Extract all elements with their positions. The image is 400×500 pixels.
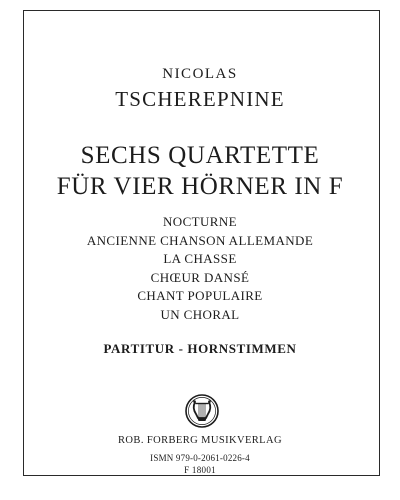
composer-first-name: NICOLAS (162, 66, 238, 82)
title-line-2: FÜR VIER HÖRNER IN F (56, 173, 344, 200)
catalog-number: F 18001 (184, 465, 216, 475)
movement-item: CHŒUR DANSÉ (150, 269, 250, 285)
composer-last-name: TSCHEREPNINE (115, 87, 285, 111)
ismn-number: ISMN 979-0-2061-0226-4 (150, 453, 250, 463)
title-line-1: SECHS QUARTETTE (80, 142, 320, 169)
movement-item: ANCIENNE CHANSON ALLEMANDE (86, 232, 314, 248)
edition-label: PARTITUR - HORNSTIMMEN (103, 341, 297, 356)
publisher-name: ROB. FORBERG MUSIKVERLAG (118, 435, 282, 446)
lyre-emblem-icon (185, 394, 219, 428)
movement-item: UN CHORAL (160, 306, 240, 322)
movement-list (0, 213, 400, 324)
movement-item: LA CHASSE (163, 251, 237, 266)
movement-item: NOCTURNE (163, 214, 237, 229)
movement-item: CHANT POPULAIRE (137, 288, 263, 303)
